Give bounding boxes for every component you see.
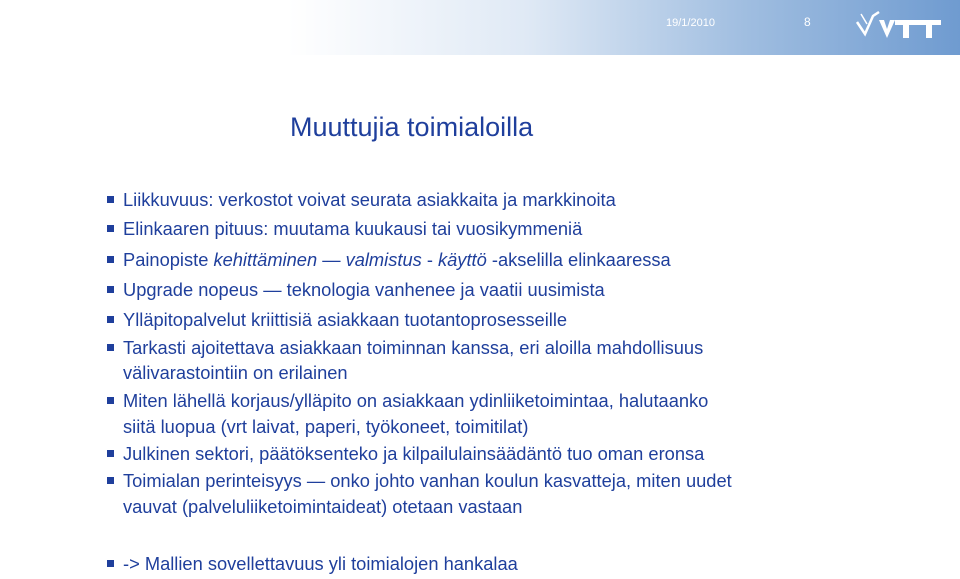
bullet-focus-sep: -	[421, 249, 438, 270]
bullet-marker	[107, 286, 114, 293]
bullet-marker	[107, 256, 114, 263]
bullet-timing-line1: Tarkasti ajoitettava asiakkaan toiminnan kanssa, eri aloilla mahdollisuus	[123, 337, 704, 358]
slide-title: Muuttujia toimialoilla	[290, 112, 534, 142]
bullet-focus-text: Painopiste	[123, 249, 214, 270]
bullet-marker	[107, 397, 114, 404]
bullet-focus-use: käyttö	[438, 249, 487, 270]
bullet-marker	[107, 196, 114, 203]
bullet-marker	[107, 316, 114, 323]
bullet-proximity-line1: Miten lähellä korjaus/ylläpito on asiakkaan ydinliiketoimintaa, halutaanko	[123, 390, 709, 411]
bullet-focus-tail: -akselilla elinkaaressa	[486, 249, 671, 270]
vtt-logo	[855, 8, 943, 42]
bullet-marker	[107, 560, 114, 567]
slide-date: 19/1/2010	[666, 17, 715, 29]
bullet-conclusion: -> Mallien sovellettavuus yli toimialojen hankalaa	[123, 553, 518, 574]
bullet-proximity-line2: siitä luopua (vrt laivat, paperi, työkoneet, toimitilat)	[123, 416, 529, 437]
bullet-maintenance: Ylläpitopalvelut kriittisiä asiakkaan tuotantoprosesseille	[123, 309, 568, 330]
page-number: 8	[804, 15, 811, 29]
bullet-public-sector: Julkinen sektori, päätöksenteko ja kilpailulainsäädäntö tuo oman eronsa	[123, 443, 705, 464]
bullet-marker	[107, 344, 114, 351]
bullet-marker	[107, 450, 114, 457]
bullet-focus-manufacturing: valmistus	[345, 249, 422, 270]
bullet-mobility: Liikkuvuus: verkostot voivat seurata asiakkaita ja markkinoita	[123, 189, 616, 210]
bullet-focus	[123, 249, 671, 271]
bullet-upgrade: Upgrade nopeus — teknologia vanhenee ja vaatii uusimista	[123, 279, 605, 300]
bullet-marker	[107, 225, 114, 232]
bullet-focus-development: kehittäminen	[213, 249, 318, 270]
bullet-marker	[107, 477, 114, 484]
bullet-lifecycle: Elinkaaren pituus: muutama kuukausi tai vuosikymmeniä	[123, 218, 583, 239]
header-band	[0, 0, 960, 55]
bullet-tradition-line2: vauvat (palveluliiketoimintaideat) otetaan vastaan	[123, 496, 523, 517]
bullet-timing-line2: välivarastointiin on erilainen	[123, 362, 348, 383]
bullet-tradition-line1: Toimialan perinteisyys — onko johto vanhan koulun kasvatteja, miten uudet	[123, 470, 732, 491]
bullet-focus-dash: —	[317, 249, 346, 270]
